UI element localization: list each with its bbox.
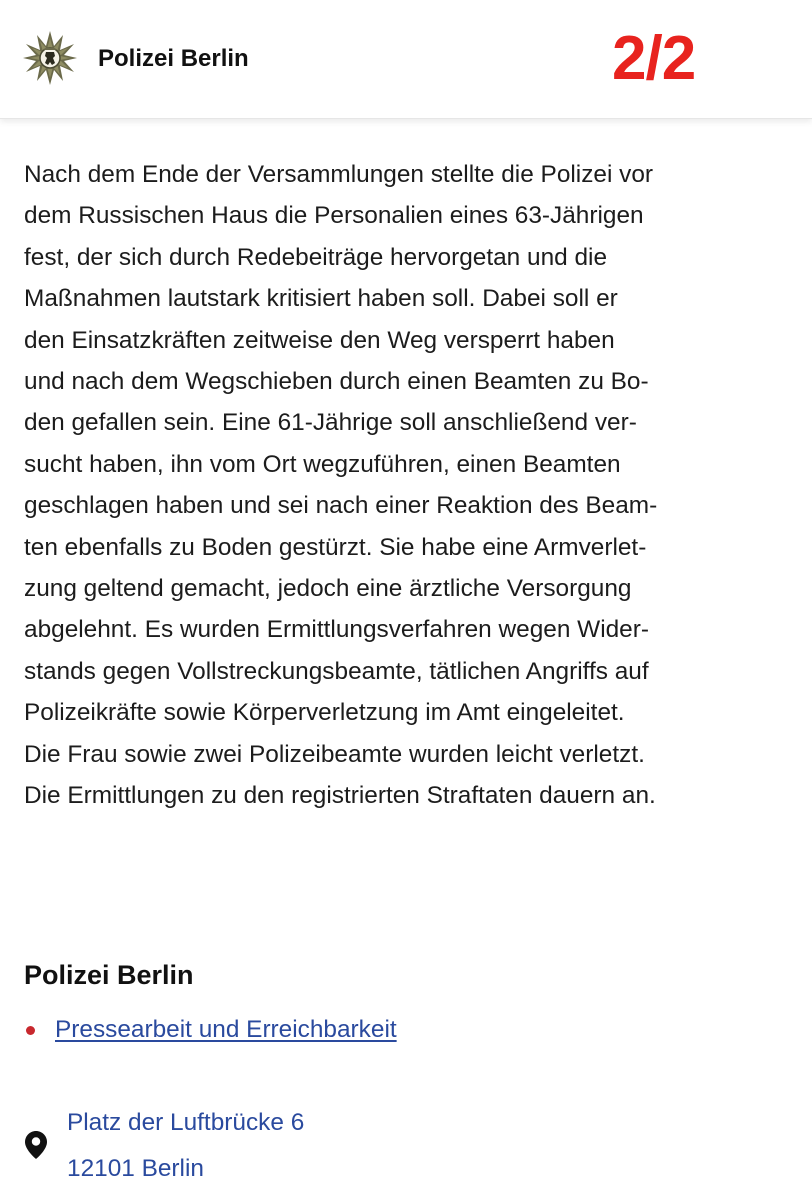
address-text[interactable] [67,1100,304,1192]
article-line: Die Frau sowie zwei Polizeibeamte wurden leicht verletzt. [24,740,645,768]
article-line: sucht haben, ihn vom Ort wegzuführen, einen Beamten [24,450,621,478]
article-line: geschlagen haben und sei nach einer Reaktion des Beam- [24,492,658,520]
article-line: abgelehnt. Es wurden Ermittlungsverfahren wegen Wider- [24,616,649,644]
article-line: ten ebenfalls zu Boden gestürzt. Sie habe eine Armverlet- [24,533,647,561]
article-line: dem Russischen Haus die Personalien eines 63-Jährigen [24,202,644,230]
address-block [24,1100,524,1190]
org-name[interactable]: Polizei Berlin [98,45,249,72]
article-line: Die Ermittlungen zu den registrierten Straftaten dauern an. [24,782,656,810]
article-line: Polizeikräfte sowie Körperverletzung im Amt eingeleitet. [24,699,625,727]
press-contact-link[interactable]: Pressearbeit und Erreichbarkeit [55,1016,397,1043]
article-line: und nach dem Wegschieben durch einen Beamten zu Bo- [24,368,649,396]
address-street[interactable]: Platz der Luftbrücke 6 [67,1109,305,1136]
article-line: Nach dem Ende der Versammlungen stellte die Polizei vor [24,161,654,188]
press-list-item [24,1012,397,1048]
location-pin-icon [24,1130,48,1160]
address-city[interactable]: 12101 Berlin [67,1155,204,1182]
bullet-dot-icon [26,1026,35,1035]
header-bar [0,0,812,119]
article-line: den Einsatzkräften zeitweise den Weg versperrt haben [24,326,615,354]
contact-heading: Polizei Berlin [24,960,194,990]
article-line: Maßnahmen lautstark kritisiert haben soll. Dabei soll er [24,285,618,313]
article-paragraph [24,154,796,817]
article-line: fest, der sich durch Redebeiträge hervorgetan und die [24,243,608,271]
page-counter: 2/2 [612,24,696,93]
article-body [24,154,796,817]
article-line: zung geltend gemacht, jedoch eine ärztliche Versorgung [24,575,632,603]
police-star-badge-icon[interactable] [22,30,78,86]
article-line: den gefallen sein. Eine 61-Jährige soll anschließend ver- [24,409,637,437]
article-line: stands gegen Vollstreckungsbeamte, tätlichen Angriffs auf [24,657,649,685]
